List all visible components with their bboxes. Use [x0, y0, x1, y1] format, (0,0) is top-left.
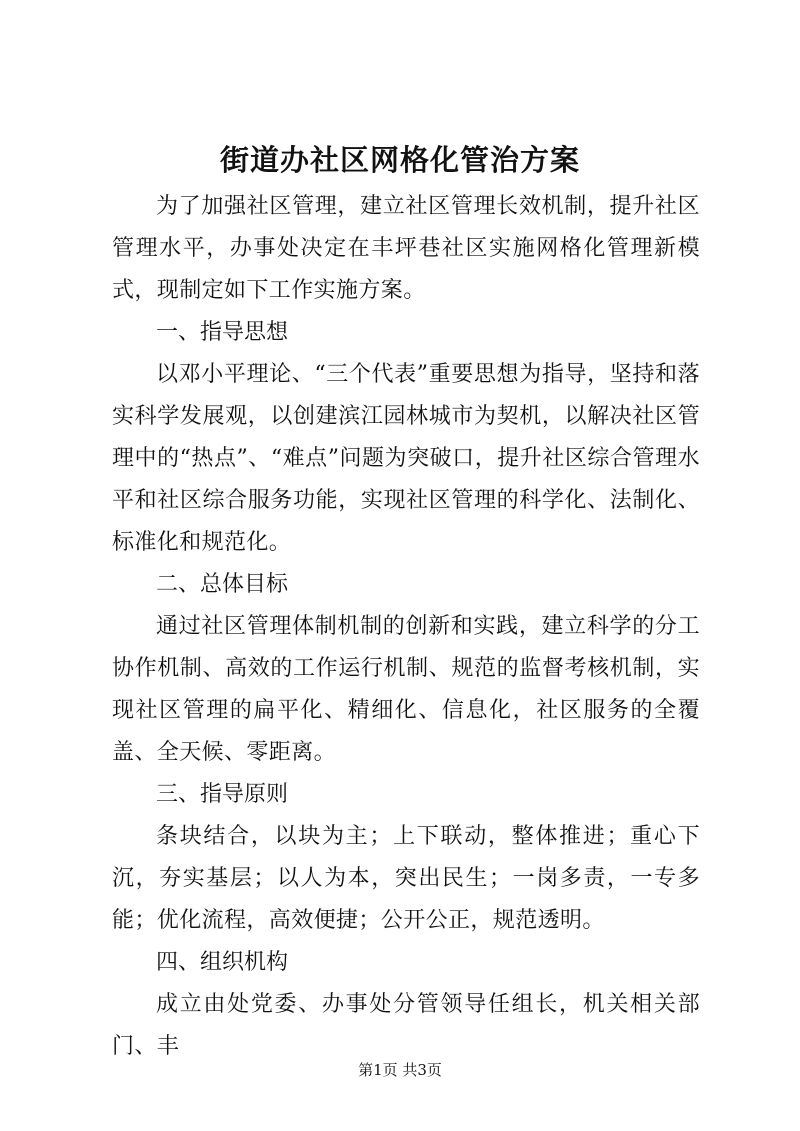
section-paragraph-guiding-ideology: 以邓小平理论、“三个代表”重要思想为指导，坚持和落实科学发展观，以创建滨江园林城市为契机，以解决社区管理中的“热点”、“难点”问题为突破口，提升社区综合管理水平和社区综合服务功能，实现社区管理的科学化、法制化、标准化和规范化。: [112, 362, 700, 555]
page-number-footer: 第1页 共3页: [358, 1061, 442, 1079]
section-paragraph-guiding-principles: 条块结合，以块为主；上下联动，整体推进；重心下沉，夯实基层；以人为本，突出民生；一岗多责，一专多能；优化流程，高效便捷；公开公正，规范透明。: [112, 824, 700, 933]
section-heading-guiding-principles: 三、指导原则: [156, 782, 289, 807]
document-body: [112, 186, 700, 1068]
document-title: 街道办社区网格化管治方案: [219, 143, 580, 177]
section-paragraph-overall-goal: 通过社区管理体制机制的创新和实践，建立科学的分工协作机制、高效的工作运行机制、规范的监督考核机制，实现社区管理的扁平化、精细化、信息化，社区服务的全覆盖、全天候、零距离。: [112, 614, 700, 765]
intro-paragraph: 为了加强社区管理，建立社区管理长效机制，提升社区管理水平，办事处决定在丰坪巷社区实施网格化管理新模式，现制定如下工作实施方案。: [112, 194, 700, 303]
section-paragraph-organization: 成立由处党委、办事处分管领导任组长，机关相关部门、丰: [112, 992, 700, 1059]
section-heading-overall-goal: 二、总体目标: [156, 572, 289, 597]
section-heading-organization: 四、组织机构: [156, 950, 289, 975]
section-heading-guiding-ideology: 一、指导思想: [156, 320, 289, 345]
